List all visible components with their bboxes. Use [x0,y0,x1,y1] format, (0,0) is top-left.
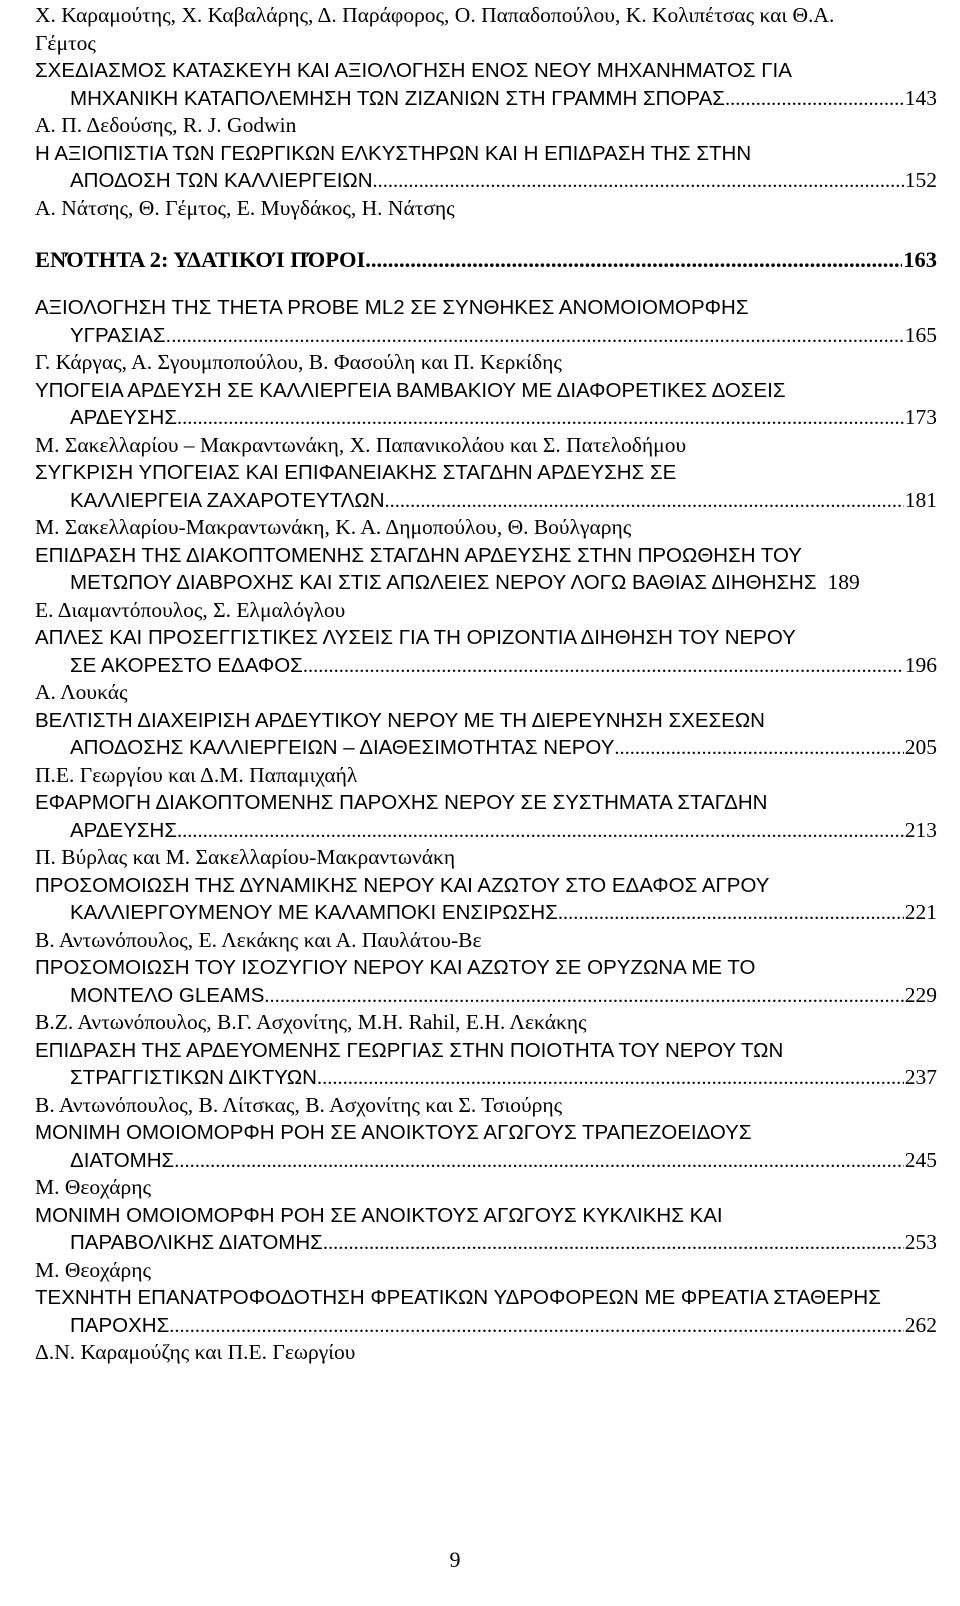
dot-leader [385,488,904,515]
toc-title-text: ΠΑΡΑΒΟΛΙΚΗΣ ΔΙΑΤΟΜΗΣ [70,1231,323,1254]
toc-title-text: ΜΕΤΩΠΟΥ ΔΙΑΒΡΟΧΗΣ ΚΑΙ ΣΤΙΣ ΑΠΩΛΕΙΕΣ ΝΕΡΟΥ ΛΟΓΩ ΒΑΘΙΑΣ ΔΙΗΘΗΣΗΣ [70,571,817,594]
toc-authors: Μ. Σακελλαρίου – Μακραντωνάκη, Χ. Παπανικολάου και Σ. Πατελοδήμου [35,432,687,457]
toc-title-line-with-page [35,1312,937,1340]
toc-page-number: 213 [904,817,937,842]
toc-authors: Μ. Σακελλαρίου-Μακραντωνάκη, Κ. Α. Δημοπούλου, Θ. Βούλγαρης [35,515,632,539]
toc-title-line-with-page [35,1064,937,1092]
toc-title-line: ΑΠΛΕΣ ΚΑΙ ΠΡΟΣΕΓΓΙΣΤΙΚΕΣ ΛΥΣΕΙΣ ΓΙΑ ΤΗ ΟΡΙΖΟΝΤΙΑ ΔΙΗΘΗΣΗ ΤΟΥ ΝΕΡΟΥ [35,626,796,649]
toc-authors: Π.Ε. Γεωργίου και Δ.Μ. Παπαμιχαήλ [35,762,358,787]
toc-authors: Γέμτος [35,30,96,55]
toc-authors: Δ.Ν. Καραμούζης και Π.Ε. Γεωργίου [35,1340,356,1364]
toc-page-number: 245 [904,1147,937,1172]
toc-title-line-with-page [35,734,937,762]
page-number: 9 [449,1547,461,1572]
toc-authors: Β. Αντωνόπουλος, Β. Λίτσκας, Β. Ασχονίτης και Σ. Τσιούρης [35,1092,563,1117]
toc-title-text: ΠΑΡΟΧΗΣ [70,1313,170,1337]
toc-title-line-with-page [35,1229,937,1257]
toc-page-number: 253 [904,1230,937,1254]
toc-authors: Α. Λουκάς [35,680,128,704]
toc-title-line-with-page [35,899,937,927]
dot-leader [177,405,904,432]
toc-title-text: ΜΟΝΤΕΛΟ GLEAMS [70,983,265,1007]
toc-page-number: 143 [904,85,937,110]
toc-authors: Ε. Διαμαντόπουλος, Σ. Ελμαλόγλου [35,597,346,622]
toc-title-text: ΚΑΛΛΙΕΡΓΕΙΑ ΖΑΧΑΡΟΤΕΥΤΛΩΝ [70,488,385,512]
toc-title-text: ΑΡΔΕΥΣΗΣ [70,406,178,429]
toc-title-text: ΣΕ ΑΚΟΡΕΣΤΟ ΕΔΑΦΟΣ [70,653,303,677]
toc-title-line-with-page [35,487,937,515]
toc-title-line: ΕΠΙΔΡΑΣΗ ΤΗΣ ΑΡΔΕΥΟΜΕΝΗΣ ΓΕΩΡΓΙΑΣ ΣΤΗΝ ΠΟΙΟΤΗΤΑ ΤΟΥ ΝΕΡΟΥ ΤΩΝ [35,1038,784,1062]
dot-leader [171,323,904,350]
toc-authors: Α. Π. Δεδούσης, R. J. Godwin [35,113,297,137]
toc-title-line: ΜΟΝΙΜΗ ΟΜΟΙΟΜΟΡΦΗ ΡΟΗ ΣΕ ΑΝΟΙΚΤΟΥΣ ΑΓΩΓΟΥΣ ΤΡΑΠΕΖΟΕΙΔΟΥΣ [35,1121,752,1144]
toc-title-text: ΑΠΟΔΟΣΗ ΤΩΝ ΚΑΛΛΙΕΡΓΕΙΩΝ [70,169,373,192]
toc-authors: Β. Αντωνόπουλος, Ε. Λεκάκης και Α. Παυλάτου-Βε [35,927,482,952]
toc-title-line: ΑΞΙΟΛΟΓΗΣΗ ΤΗΣ THETA PROBE ML2 ΣΕ ΣΥΝΘΗΚΕΣ ΑΝΟΜΟΙΟΜΟΡΦΗΣ [35,296,749,319]
section-title: ΕΝΌΤΗΤΑ 2: ΥΔΑΤΙΚΟΊ ΠΌΡΟΙ [35,247,366,272]
section-heading [35,238,937,282]
dot-leader [264,983,903,1010]
toc-title-text: ΑΠΟΔΟΣΗΣ ΚΑΛΛΙΕΡΓΕΙΩΝ – ΔΙΑΘΕΣΙΜΟΤΗΤΑΣ ΝΕΡΟΥ [70,736,615,759]
toc-title-line: ΕΠΙΔΡΑΣΗ ΤΗΣ ΔΙΑΚΟΠΤΟΜΕΝΗΣ ΣΤΑΓΔΗΝ ΑΡΔΕΥΣΗΣ ΣΤΗΝ ΠΡΟΩΘΗΣΗ ΤΟΥ [35,543,802,567]
toc-authors: Μ. Θεοχάρης [35,1257,151,1282]
dot-leader [365,238,902,282]
table-of-contents [35,2,937,1367]
toc-title-line: ΕΦΑΡΜΟΓΗ ΔΙΑΚΟΠΤΟΜΕΝΗΣ ΠΑΡΟΧΗΣ ΝΕΡΟΥ ΣΕ ΣΥΣΤΗΜΑΤΑ ΣΤΑΓΔΗΝ [35,791,768,814]
section-page-number: 163 [903,247,937,272]
toc-title-line-with-page [35,167,937,195]
toc-title-line: ΠΡΟΣΟΜΟΙΩΣΗ ΤΟΥ ΙΣΟΖΥΓΙΟΥ ΝΕΡΟΥ ΚΑΙ ΑΖΩΤΟΥ ΣΕ ΟΡΥΖΩΝΑ ΜΕ ΤΟ [35,956,756,979]
toc-title-line: ΣΧΕΔΙΑΣΜΟΣ ΚΑΤΑΣΚΕΥΗ ΚΑΙ ΑΞΙΟΛΟΓΗΣΗ ΕΝΟΣ ΝΕΟΥ ΜΗΧΑΝΗΜΑΤΟΣ ΓΙΑ [35,59,792,82]
toc-page-number: 221 [904,900,937,924]
toc-title-text: ΥΓΡΑΣΙΑΣ. [70,323,172,347]
toc-title-line-with-page [35,85,937,113]
toc-title-line-with-page [35,652,937,680]
toc-page-number: 262 [904,1312,937,1337]
toc-title-line-with-page [35,817,937,845]
toc-title-text: ΚΑΛΛΙΕΡΓΟΥΜΕΝΟΥ ΜΕ ΚΑΛΑΜΠΟΚΙ ΕΝΣΙΡΩΣΗΣ [70,901,558,924]
toc-title-line: Η ΑΞΙΟΠΙΣΤΙΑ ΤΩΝ ΓΕΩΡΓΙΚΩΝ ΕΛΚΥΣΤΗΡΩΝ ΚΑΙ Η ΕΠΙΔΡΑΣΗ ΤΗΣ ΣΤΗΝ [35,141,752,165]
toc-title-line-with-page [35,322,937,350]
dot-leader [177,818,904,845]
toc-title-text: ΔΙΑΤΟΜΗΣ [70,1148,175,1172]
toc-authors: Γ. Κάργας, Α. Σγουμποπούλου, Β. Φασούλη και Π. Κερκίδης [35,350,562,374]
toc-title-line-with-page [35,404,937,432]
toc-authors: Α. Νάτσης, Θ. Γέμτος, Ε. Μυγδάκος, Η. Νάτσης [35,195,455,220]
toc-title-line: ΣΥΓΚΡΙΣΗ ΥΠΟΓΕΙΑΣ ΚΑΙ ΕΠΙΦΑΝΕΙΑΚΗΣ ΣΤΑΓΔΗΝ ΑΡΔΕΥΣΗΣ ΣΕ [35,461,677,484]
toc-page-number: 152 [904,168,937,192]
toc-title-text: ΑΡΔΕΥΣΗΣ [70,818,178,842]
toc-page-number: 237 [904,1065,937,1089]
toc-page-number: 181 [904,487,937,512]
toc-title-line-with-page [35,569,937,597]
toc-title-line: ΜΟΝΙΜΗ ΟΜΟΙΟΜΟΡΦΗ ΡΟΗ ΣΕ ΑΝΟΙΚΤΟΥΣ ΑΓΩΓΟΥΣ ΚΥΚΛΙΚΗΣ ΚΑΙ [35,1203,723,1227]
dot-leader [323,1230,904,1257]
dot-leader [373,168,904,195]
toc-title-line: ΤΕΧΝΗΤΗ ΕΠΑΝΑΤΡΟΦΟΔΟΤΗΣΗ ΦΡΕΑΤΙΚΩΝ ΥΔΡΟΦΟΡΕΩΝ ΜΕ ΦΡΕΑΤΙΑ ΣΤΑΘΕΡΗΣ [35,1286,881,1309]
toc-page-number: 165 [904,322,937,347]
dot-leader [558,900,904,927]
dot-leader [169,1313,904,1340]
toc-title-line: ΥΠΟΓΕΙΑ ΑΡΔΕΥΣΗ ΣΕ ΚΑΛΛΙΕΡΓΕΙΑ ΒΑΜΒΑΚΙΟΥ ΜΕ ΔΙΑΦΟΡΕΤΙΚΕΣ ΔΟΣΕΙΣ [35,378,786,402]
toc-title-line: ΒΕΛΤΙΣΤΗ ΔΙΑΧΕΙΡΙΣΗ ΑΡΔΕΥΤΙΚΟΥ ΝΕΡΟΥ ΜΕ ΤΗ ΔΙΕΡΕΥΝΗΣΗ ΣΧΕΣΕΩΝ [35,708,765,732]
toc-title-line-with-page [35,982,937,1010]
dot-leader [725,86,904,113]
toc-authors: Π. Βύρλας και Μ. Σακελλαρίου-Μακραντωνάκη [35,845,456,869]
toc-group-1 [35,2,937,222]
toc-page-number: 173 [904,405,937,429]
toc-title-line: ΠΡΟΣΟΜΟΙΩΣΗ ΤΗΣ ΔΥΝΑΜΙΚΗΣ ΝΕΡΟΥ ΚΑΙ ΑΖΩΤΟΥ ΣΤΟ ΕΔΑΦΟΣ ΑΓΡΟΥ [35,873,770,897]
dot-leader [174,1148,904,1175]
toc-title-text: ΣΤΡΑΓΓΙΣΤΙΚΩΝ ΔΙΚΤΥΩΝ [70,1066,317,1089]
dot-leader [303,653,904,680]
toc-title-line-with-page [35,1147,937,1175]
toc-authors: Β.Ζ. Αντωνόπουλος, Β.Γ. Ασχονίτης, Μ.Η. Rahil, Ε.Η. Λεκάκης [35,1010,587,1034]
toc-title-text: ΜΗΧΑΝΙΚΗ ΚΑΤΑΠΟΛΕΜΗΣΗ ΤΩΝ ΖΙΖΑΝΙΩΝ ΣΤΗ ΓΡΑΜΜΗ ΣΠΟΡΑΣ [70,86,725,110]
dot-leader [614,735,903,762]
toc-page-number: 229 [904,982,937,1007]
toc-page-number: 205 [904,735,937,759]
toc-page-number: 189 [827,570,860,594]
toc-authors: Χ. Καραμούτης, Χ. Καβαλάρης, Δ. Παράφορος, Ο. Παπαδοπούλου, Κ. Κολιπέτσας και Θ.Α. [35,3,835,27]
dot-leader [317,1065,904,1092]
toc-authors: Μ. Θεοχάρης [35,1175,151,1199]
toc-page-number: 196 [904,652,937,677]
toc-group-2 [35,294,937,1367]
